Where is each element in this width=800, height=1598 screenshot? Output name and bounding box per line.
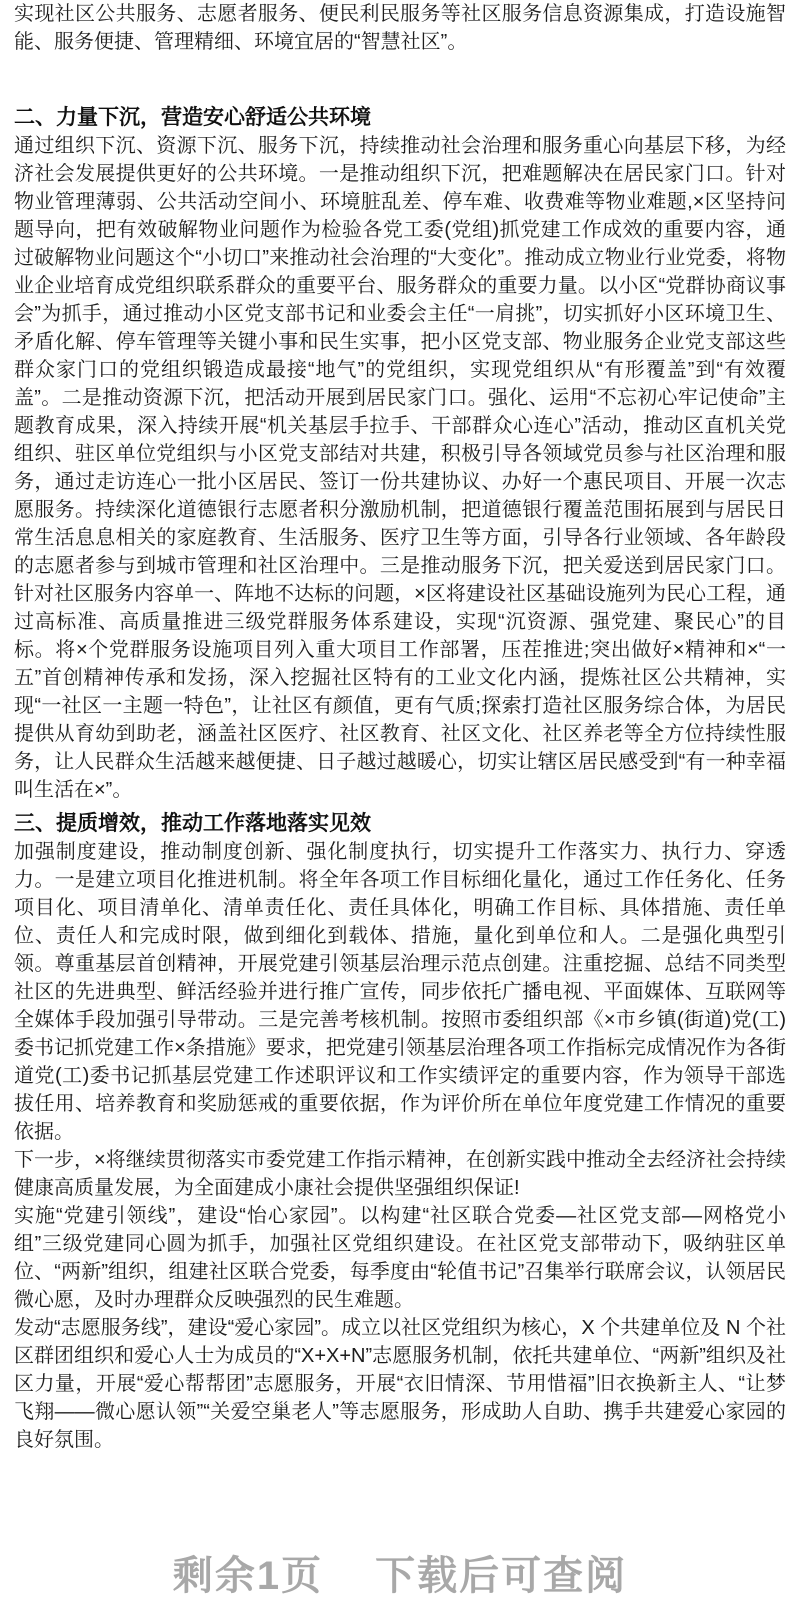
- download-hint-label: 下载后可查阅: [375, 1554, 628, 1598]
- section-heading: 二、力量下沉，营造安心舒适公共环境: [14, 106, 371, 129]
- remaining-pages-label: 剩余1页: [172, 1554, 324, 1598]
- body-paragraph: 下一步，×将继续贯彻落实市委党建工作指示精神，在创新实践中推动全去经济社会持续健康高质量发展，为全面建成小康社会提供坚强组织保证!: [14, 1149, 786, 1199]
- intro-paragraph-clipped: 实现社区公共服务、志愿者服务、便民利民服务等社区服务信息资源集成，打造设施智能、服务便捷、管理精细、环境宜居的“智慧社区”。: [14, 3, 786, 53]
- download-banner: [0, 1554, 800, 1598]
- body-paragraph: 加强制度建设，推动制度创新、强化制度执行，切实提升工作落实力、执行力、穿透力。一是建立项目化推进机制。将全年各项工作目标细化量化，通过工作任务化、任务项目化、项目清单化、清单责任化、责任具体化，明确工作目标、具体措施、责任单位、责任人和完成时限，做到细化到载体、措施，量化到单位和人。二是强化典型引领。尊重基层首创精神，开展党建引领基层治理示范点创建。注重挖掘、总结不同类型社区的先进典型、鲜活经验并进行推广宣传，同步依托广播电视、平面媒体、互联网等全媒体手段加强引导带动。三是完善考核机制。按照市委组织部《×市乡镇(街道)党(工)委书记抓党建工作×条措施》要求，把党建引领基层治理各项工作指标完成情况作为各街道党(工)委书记抓基层党建工作述职评议和工作实绩评定的重要内容，作为领导干部选拔任用、培养教育和奖励惩戒的重要依据，作为评价所在单位年度党建工作情况的重要依据。: [14, 841, 786, 1143]
- section-heading: 三、提质增效，推动工作落地落实见效: [14, 812, 371, 835]
- body-paragraph: 发动“志愿服务线”，建设“爱心家园”。成立以社区党组织为核心，X 个共建单位及 N 个社区群团组织和爱心人士为成员的“X+X+N”志愿服务机制，依托共建单位、“两新”组织及社区力量，开展“爱心帮帮团”志愿服务，开展“衣旧情深、节用惜福”旧衣换新主人、“让梦飞翔——微心愿认领”“关爱空巢老人”等志愿服务，形成助人自助、携手共建爱心家园的良好氛围。: [14, 1317, 786, 1451]
- body-paragraph: 通过组织下沉、资源下沉、服务下沉，持续推动社会治理和服务重心向基层下移，为经济社会发展提供更好的公共环境。一是推动组织下沉，把难题解决在居民家门口。针对物业管理薄弱、公共活动空间小、环境脏乱差、停车难、收费难等物业难题,×区坚持问题导向，把有效破解物业问题作为检验各党工委(党组)抓党建工作成效的重要内容，通过破解物业问题这个“小切口”来推动社会治理的“大变化”。推动成立物业行业党委，将物业企业培育成党组织联系群众的重要平台、服务群众的重要力量。以小区“党群协商议事会”为抓手，通过推动小区党支部书记和业委会主任“一肩挑”，切实抓好小区环境卫生、矛盾化解、停车管理等关键小事和民生实事，把小区党支部、物业服务企业党支部这些群众家门口的党组织锻造成最接“地气”的党组织，实现党组织从“有形覆盖”到“有效覆盖”。二是推动资源下沉，把活动开展到居民家门口。强化、运用“不忘初心牢记使命”主题教育成果，深入持续开展“机关基层手拉手、干部群众心连心”活动，推动区直机关党组织、驻区单位党组织与小区党支部结对共建，积极引导各领域党员参与社区治理和服务，通过走访连心一批小区居民、签订一份共建协议、办好一个惠民项目、开展一次志愿服务。持续深化道德银行志愿者积分激励机制，把道德银行覆盖范围拓展到与居民日常生活息息相关的家庭教育、生活服务、医疗卫生等方面，引导各行业领域、各年龄段的志愿者参与到城市管理和社区治理中。三是推动服务下沉，把关爱送到居民家门口。针对社区服务内容单一、阵地不达标的问题，×区将建设社区基础设施列为民心工程，通过高标准、高质量推进三级党群服务体系建设，实现“沉资源、强党建、聚民心”的目标。将×个党群服务设施项目列入重大项目工作部署，压茬推进;突出做好×精神和×“一五”首创精神传承和发扬，深入挖掘社区特有的工业文化内涵，提炼社区公共精神，实现“一社区一主题一特色”，让社区有颜值，更有气质;探索打造社区服务综合体，为居民提供从育幼到助老，涵盖社区医疗、社区教育、社区文化、社区养老等全方位持续性服务，让人民群众生活越来越便捷、日子越过越暖心，切实让辖区居民感受到“有一种幸福叫生活在×”。: [14, 135, 786, 801]
- body-paragraph: 实施“党建引领线”，建设“怡心家园”。以构建“社区联合党委—社区党支部—网格党小组”三级党建同心圆为抓手，加强社区党组织建设。在社区党支部带动下，吸纳驻区单位、“两新”组织，组建社区联合党委，每季度由“轮值书记”召集举行联席会议，认领居民微心愿，及时办理群众反映强烈的民生难题。: [14, 1205, 786, 1311]
